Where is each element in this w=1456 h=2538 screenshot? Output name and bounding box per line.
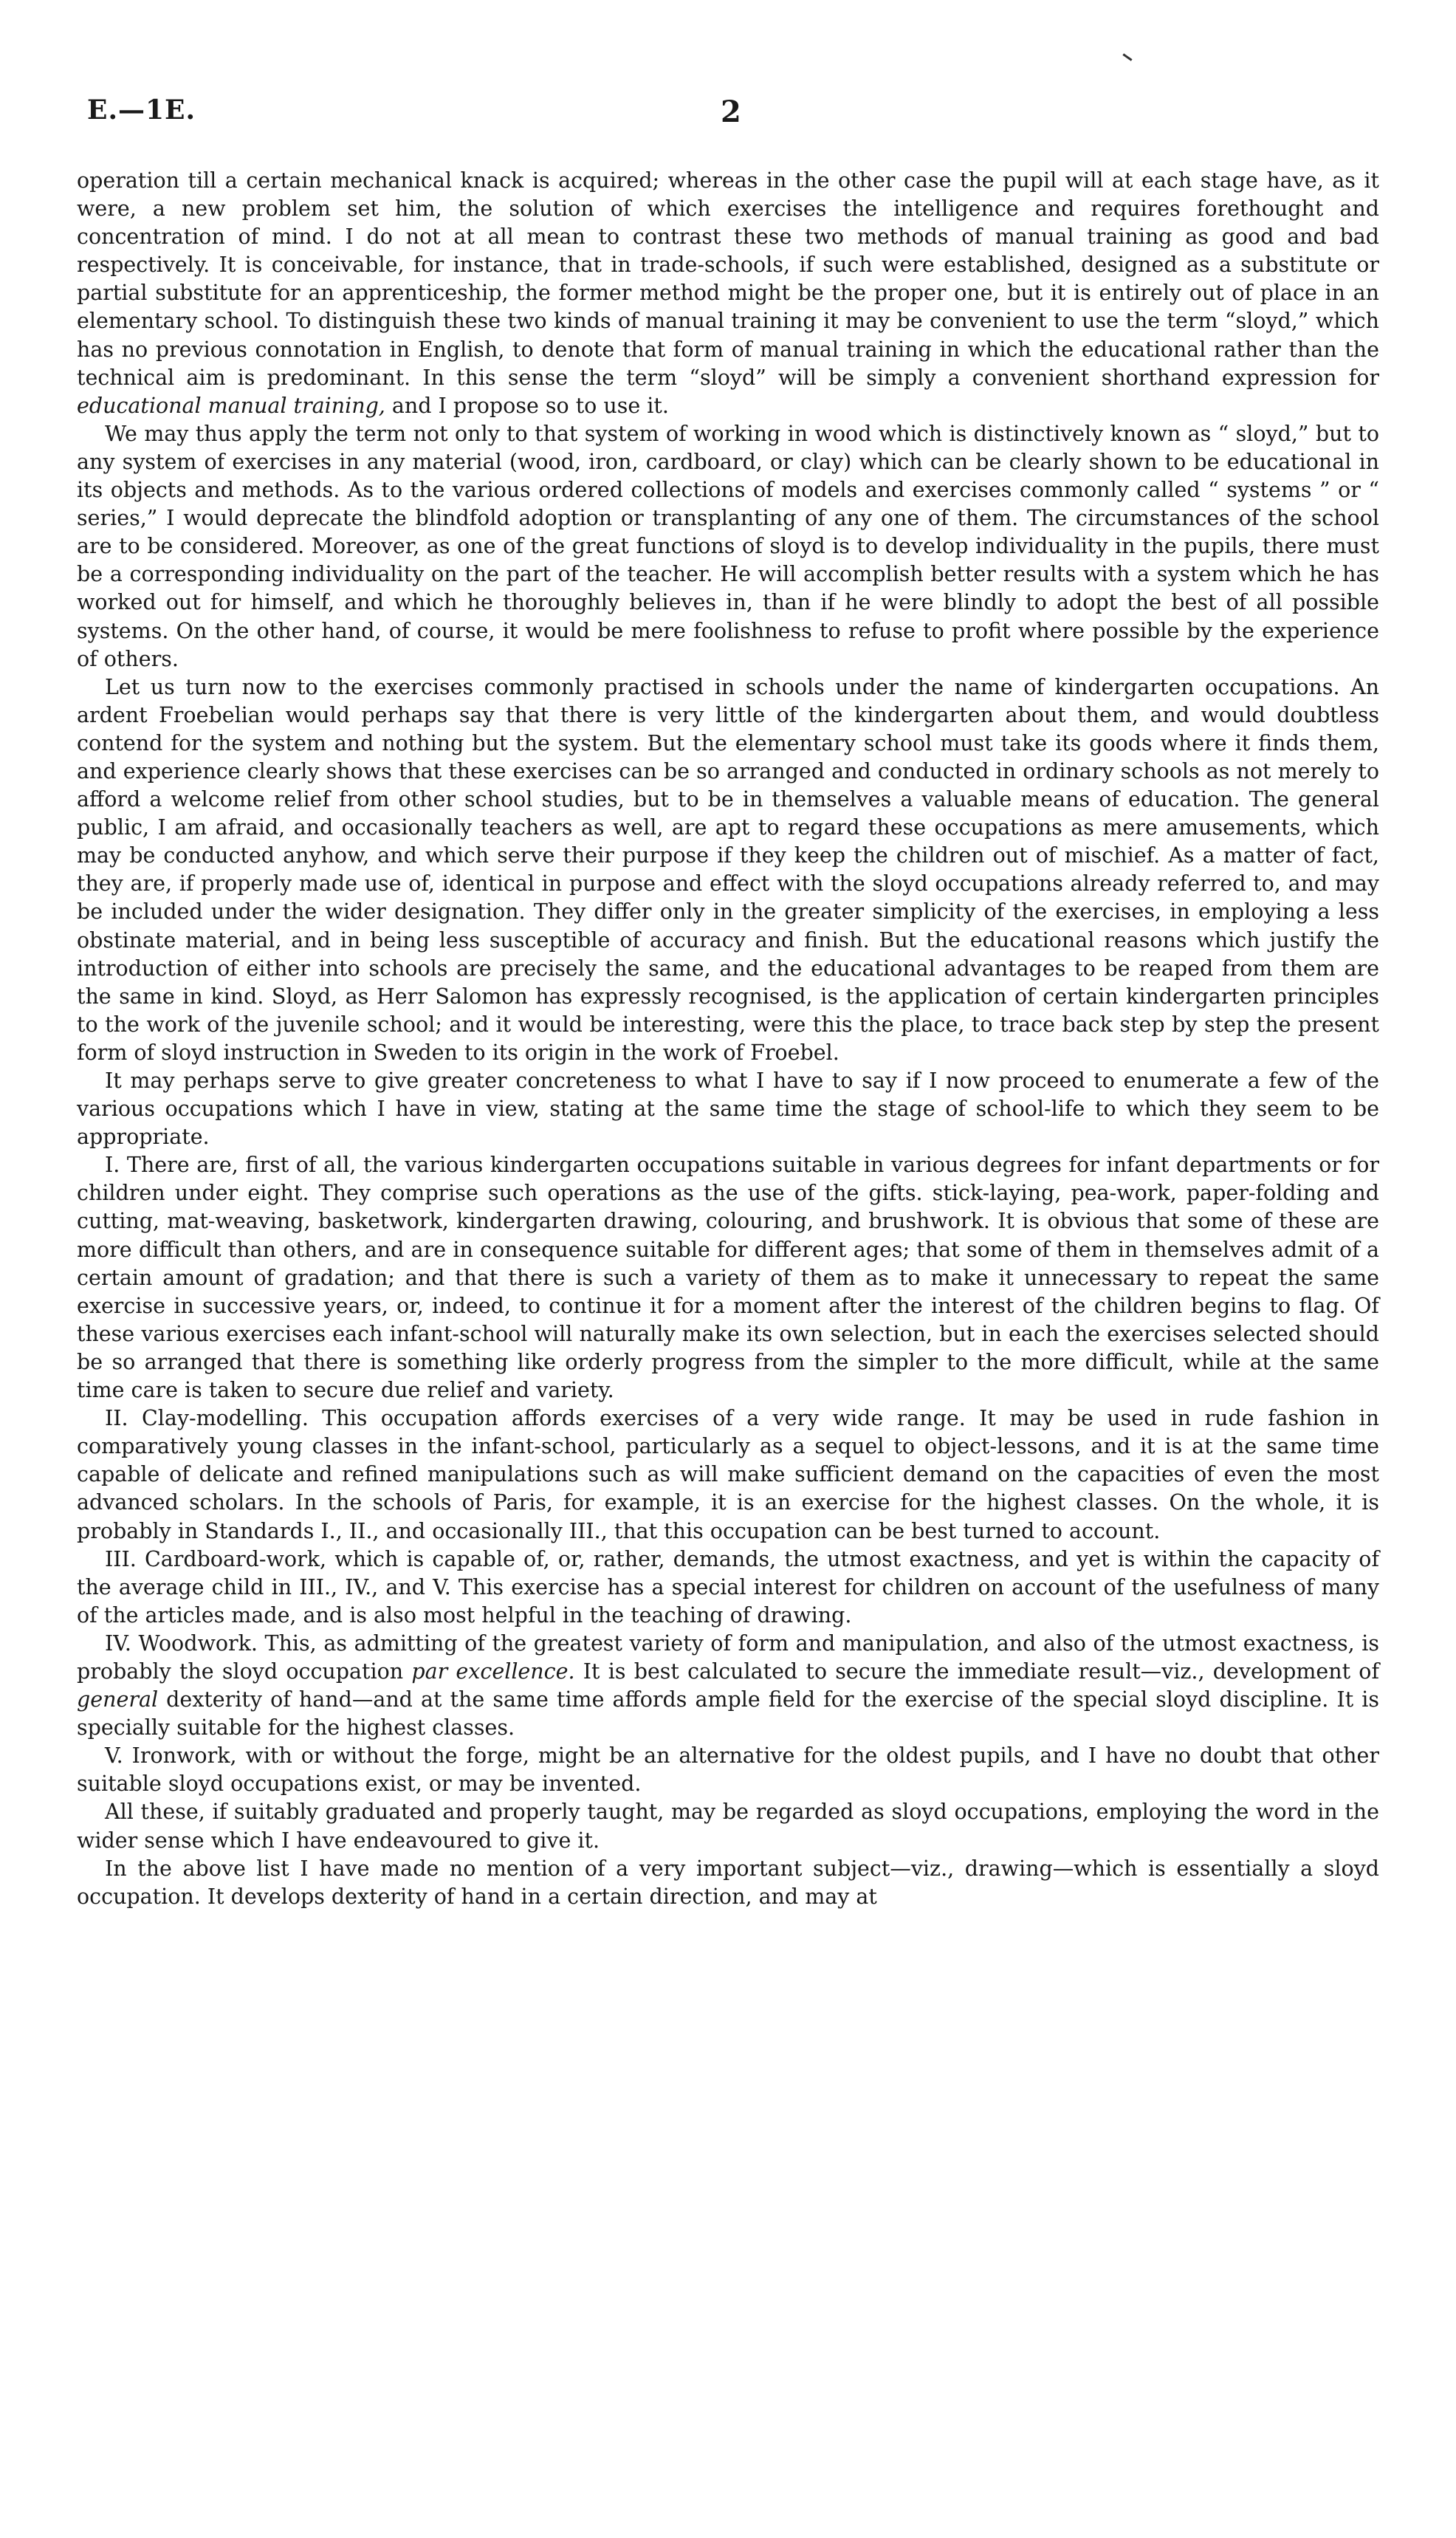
paragraph: I. There are, first of all, the various kindergarten occupations suitable in various degrees for infant departments or for children under eight. They comprise such operations as the use of the gifts. stick-laying, pea-work, paper-folding and cutting, mat-weaving, basketwork, kindergarten drawing, colouring, and brushwork. It is obvious that some of these are more difficult than others, and are in consequence suitable for different ages; that some of them in themselves admit of a certain amount of gradation; and that there is such a variety of them as to make it unnecessary to repeat the same exercise in successive years, or, indeed, to continue it for a moment after the interest of the children begins to flag. Of these various exercises each infant-school will naturally make its own selection, but in each the exercises selected should be so arranged that there is something like orderly progress from the simpler to the more difficult, while at the same time care is taken to secure due relief and variety. — [77, 1153, 1379, 1403]
paragraph: We may thus apply the term not only to that system of working in wood which is distinctively known as “ sloyd,” but to any system of exercises in any material (wood, iron, cardboard, or clay) which can be clearly shown to be educational in its objects and methods. As to the various ordered collections of models and exercises commonly called “ systems ” or “ series,” I would deprecate the blindfold adoption or transplanting of any one of them. The circumstances of the school are to be considered. Moreover, as one of the great functions of sloyd is to develop individuality in the pupils, there must be a corresponding individuality on the part of the teacher. He will accomplish better results with a system which he has worked out for himself, and which he thoroughly believes in, than if he were blindly to adopt the best of all possible systems. On the other hand, of course, it would be mere foolishness to refuse to profit where possible by the experience of others. — [77, 421, 1379, 671]
emphasis-text: educational manual training, — [77, 393, 385, 418]
paragraph-text: and I propose so to use it. — [385, 393, 669, 418]
paragraph: In the above list I have made no mention of a very important subject—viz., drawing—which is essentially a sloyd occupation. It develops dexterity of hand in a certain direction, and may at — [77, 1856, 1379, 1909]
paragraph: III. Cardboard-work, which is capable of, or, rather, demands, the utmost exactness, and yet is within the capacity of the average child in III., IV., and V. This exercise has a special interest for children on account of the usefulness of many of the articles made, and is also most helpful in the teaching of drawing. — [77, 1546, 1379, 1628]
paragraph: V. Ironwork, with or without the forge, might be an alternative for the oldest pupils, and I have no doubt that other suitable sloyd occupations exist, or may be invented. — [77, 1743, 1379, 1797]
stray-mark — [1122, 53, 1132, 61]
paragraph-text: IV. Woodwork. This, as admitting of the greatest variety of form and manipulation, and also of the utmost exactness, is probably the sloyd occupation — [77, 1630, 1379, 1684]
page-number: 2 — [721, 95, 741, 129]
paragraph-text: It is best calculated to secure the immediate result—viz., development of — [574, 1659, 1379, 1684]
paragraph: Let us turn now to the exercises commonly practised in schools under the name of kindergarten occupations. An ardent Froebelian would perhaps say that there is very little of the kindergarten about them, and would doubtless contend for the system and nothing but the system. But the elementary school must take its goods where it finds them, and experience clearly shows that these exercises can be so arranged and conducted in ordinary schools as not merely to afford a welcome relief from other school studies, but to be in themselves a valuable means of education. The general public, I am afraid, and occasionally teachers as well, are apt to regard these occupations as mere amusements, which may be conducted anyhow, and which serve their purpose if they keep the children out of mischief. As a matter of fact, they are, if properly made use of, identical in purpose and effect with the sloyd occupations already referred to, and may be included under the wider designation. They differ only in the greater simplicity of the exercises, in employing a less obstinate material, and in being less susceptible of accuracy and finish. But the educational reasons which justify the introduction of either into schools are precisely the same, and the educational advantages to be reaped from them are the same in kind. Sloyd, as Herr Salomon has expressly recognised, is the application of certain kindergarten principles to the work of the juvenile school; and it would be interesting, were this the place, to trace back step by step the present form of sloyd instruction in Sweden to its origin in the work of Froebel. — [77, 674, 1379, 1065]
paragraph: II. Clay-modelling. This occupation affords exercises of a very wide range. It may be used in rude fashion in comparatively young classes in the infant-school, particularly as a sequel to object-lessons, and it is at the same time capable of delicate and refined manipulations such as will make sufficient demand on the capacities of even the most advanced scholars. In the schools of Paris, for example, it is an exercise for the highest classes. On the whole, it is probably in Standards I., II., and occasionally III., that this occupation can be best turned to account. — [77, 1406, 1379, 1543]
paragraph-text: dexterity of hand—and at the same time affords ample field for the exercise of the special sloyd discipline. It is specially suitable for the highest classes. — [77, 1687, 1379, 1740]
paragraph-text: operation till a certain mechanical knack is acquired; whereas in the other case the pupil will at each stage have, as it were, a new problem set him, the solution of which exercises the intelligence and requires forethought and concentration of mind. I do not at all mean to contrast these two methods of manual training as good and bad respectively. It is conceivable, for instance, that in trade-schools, if such were established, designed as a substitute or partial substitute for an apprenticeship, the former method might be the proper one, but it is entirely out of place in an elementary school. To distinguish these two kinds of manual training it may be convenient to use the term “sloyd,” which has no previous connotation in English, to denote that form of manual training in which the educational rather than the technical aim is predominant. In this sense the term “sloyd” will be simply a convenient shorthand expression for — [77, 168, 1379, 390]
paragraph: All these, if suitably graduated and properly taught, may be regarded as sloyd occupations, employing the word in the wider sense which I have endeavoured to give it. — [77, 1800, 1379, 1853]
paragraph: It may perhaps serve to give greater concreteness to what I have to say if I now proceed to enumerate a few of the various occupations which I have in view, stating at the same time the stage of school-life to which they seem to be appropriate. — [77, 1069, 1379, 1150]
emphasis-text: general — [77, 1687, 159, 1712]
paragraph — [77, 167, 1379, 420]
document-reference: E.—1E. — [87, 95, 196, 126]
paragraph — [77, 1630, 1379, 1742]
page-header — [87, 95, 1369, 139]
emphasis-text: par excellence. — [411, 1659, 575, 1684]
body-text — [77, 167, 1379, 1911]
